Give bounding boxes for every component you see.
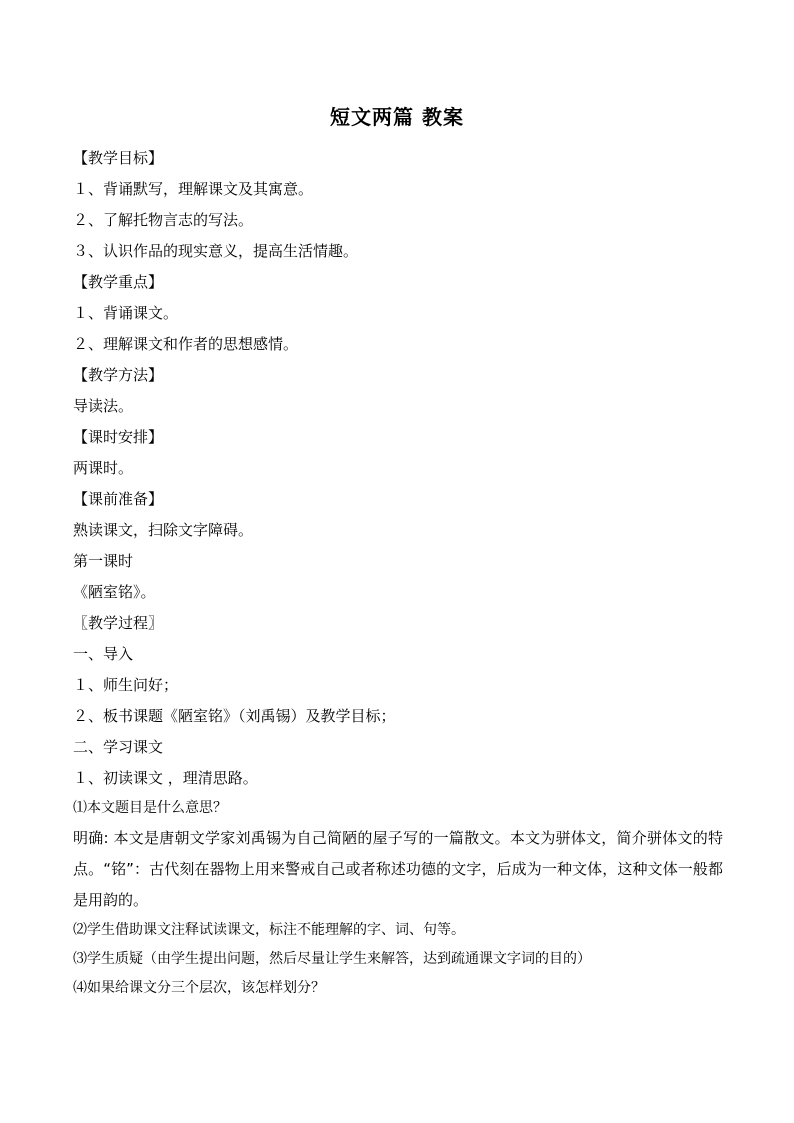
process-step-study-text: 二、学习课文 bbox=[73, 738, 164, 756]
section-heading-preparation: 【课前准备】 bbox=[73, 490, 164, 508]
lesson-text-title: 《陋室铭》。 bbox=[73, 583, 156, 601]
section-heading-teaching-process: 〖教学过程〗 bbox=[73, 614, 164, 632]
goal-item-3: ３、认识作品的现实意义，提高生活情趣。 bbox=[73, 242, 359, 260]
lesson-heading: 第一课时 bbox=[73, 552, 134, 570]
question-1: ⑴本文题目是什么意思？ bbox=[73, 800, 227, 816]
document-title: 短文两篇 教案 bbox=[330, 105, 464, 129]
teaching-method-text: 导读法。 bbox=[73, 397, 134, 415]
process-substep-first-reading: １、初读课文 ，理清思路。 bbox=[73, 769, 258, 787]
process-substep-greeting: １、师生问好； bbox=[73, 676, 179, 694]
key-point-item-1: １、背诵课文。 bbox=[73, 304, 179, 322]
answer-paragraph: 明确: 本文是唐朝文学家刘禹锡为自己简陋的屋子写的一篇散文。本文为骈体文，简介骈体文的特点。“铭”：古代刻在器物上用来警戒自己或者称述功德的文字，后成为一种文体，这种文体一般都是用韵的。 bbox=[73, 829, 723, 909]
preparation-text: 熟读课文，扫除文字障碍。 bbox=[73, 521, 254, 539]
section-heading-key-points: 【教学重点】 bbox=[73, 273, 164, 291]
key-point-item-2: ２、理解课文和作者的思想感情。 bbox=[73, 335, 299, 353]
question-3: ⑶学生质疑（由学生提出问题，然后尽量让学生来解答，达到疏通课文字词的目的） bbox=[73, 951, 591, 967]
process-step-introduction: 一、导入 bbox=[73, 645, 134, 663]
section-heading-teaching-methods: 【教学方法】 bbox=[73, 366, 164, 384]
section-heading-teaching-goals: 【教学目标】 bbox=[73, 149, 164, 167]
goal-item-2: ２、了解托物言志的写法。 bbox=[73, 211, 254, 229]
question-2: ⑵学生借助课文注释试读课文，标注不能理解的字、词、句等。 bbox=[73, 922, 465, 938]
document-body bbox=[73, 143, 723, 1003]
process-substep-board-title: ２、板书课题《陋室铭》（刘禹锡）及教学目标； bbox=[73, 707, 396, 725]
class-schedule-text: 两课时。 bbox=[73, 459, 134, 477]
section-heading-class-schedule: 【课时安排】 bbox=[73, 428, 164, 446]
question-4: ⑷如果给课文分三个层次，该怎样划分？ bbox=[73, 980, 325, 996]
goal-item-1: １、背诵默写，理解课文及其寓意。 bbox=[73, 180, 314, 198]
